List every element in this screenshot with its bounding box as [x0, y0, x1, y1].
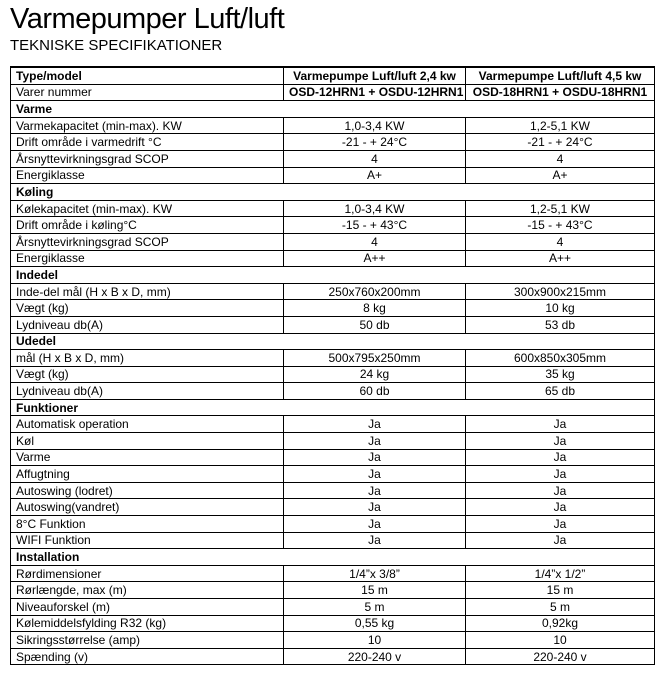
spec-row	[11, 449, 655, 466]
cell-value: Ja	[466, 449, 655, 466]
cell-value: Ja	[284, 516, 466, 533]
spec-row	[11, 200, 655, 217]
cell-value: Ja	[466, 433, 655, 450]
cell-value: 8 kg	[284, 300, 466, 317]
cell-value: 250x760x200mm	[284, 283, 466, 300]
section-row	[11, 333, 655, 350]
spec-row	[11, 499, 655, 516]
cell-value: Ja	[466, 416, 655, 433]
cell-value: 24 kg	[284, 366, 466, 383]
cell-value: 10 kg	[466, 300, 655, 317]
spec-row	[11, 117, 655, 134]
table-header-row	[11, 67, 655, 84]
cell-value: 50 db	[284, 316, 466, 333]
cell-value: 1,2-5,1 KW	[466, 200, 655, 217]
column-header-model-45kw: Varmepumpe Luft/luft 4,5 kw	[466, 67, 655, 84]
row-label: Årsnyttevirkningsgrad SCOP	[11, 233, 284, 250]
row-label: Kølemiddelsfylding R32 (kg)	[11, 615, 284, 632]
cell-value: Ja	[284, 466, 466, 483]
spec-table	[10, 66, 655, 665]
cell-value: 5 m	[466, 599, 655, 616]
row-label: Energiklasse	[11, 250, 284, 267]
row-label: Automatisk operation	[11, 416, 284, 433]
spec-row	[11, 582, 655, 599]
row-label: Sikringsstørrelse (amp)	[11, 632, 284, 649]
cell-value: Ja	[284, 482, 466, 499]
spec-row	[11, 433, 655, 450]
cell-value: OSD-18HRN1 + OSDU-18HRN1	[466, 84, 655, 101]
section-row	[11, 549, 655, 566]
spec-row	[11, 516, 655, 533]
row-label: Varer nummer	[11, 84, 284, 101]
row-label: WIFI Funktion	[11, 532, 284, 549]
cell-value: A++	[284, 250, 466, 267]
cell-value: 15 m	[284, 582, 466, 599]
row-label: Affugtning	[11, 466, 284, 483]
cell-value: OSD-12HRN1 + OSDU-12HRN1	[284, 84, 466, 101]
row-label: Rørlængde, max (m)	[11, 582, 284, 599]
cell-value: 0,55 kg	[284, 615, 466, 632]
cell-value: 1,2-5,1 KW	[466, 117, 655, 134]
page-subtitle: TEKNISKE SPECIFIKATIONER	[10, 37, 223, 54]
spec-row	[11, 134, 655, 151]
cell-value: 5 m	[284, 599, 466, 616]
spec-row	[11, 167, 655, 184]
row-label: Energiklasse	[11, 167, 284, 184]
row-label: Lydniveau db(A)	[11, 316, 284, 333]
cell-value: 4	[284, 233, 466, 250]
cell-value: 600x850x305mm	[466, 350, 655, 367]
row-label: Autoswing(vandret)	[11, 499, 284, 516]
spec-row	[11, 615, 655, 632]
cell-value: 220-240 v	[284, 648, 466, 665]
cell-value: 1,0-3,4 KW	[284, 117, 466, 134]
spec-row	[11, 250, 655, 267]
cell-value: 0,92kg	[466, 615, 655, 632]
spec-row	[11, 482, 655, 499]
cell-value: -15 - + 43°C	[284, 217, 466, 234]
cell-value: Ja	[466, 482, 655, 499]
row-label: Spænding (v)	[11, 648, 284, 665]
cell-value: 1/4”x 3/8”	[284, 565, 466, 582]
row-varer-nummer	[11, 84, 655, 101]
cell-value: Ja	[466, 499, 655, 516]
cell-value: Ja	[284, 499, 466, 516]
spec-row	[11, 217, 655, 234]
spec-row	[11, 350, 655, 367]
spec-row	[11, 383, 655, 400]
cell-value: 10	[466, 632, 655, 649]
row-label: Drift område i varmedrift °C	[11, 134, 284, 151]
spec-row	[11, 366, 655, 383]
cell-value: -21 - + 24°C	[466, 134, 655, 151]
row-label: Autoswing (lodret)	[11, 482, 284, 499]
section-header: Køling	[11, 184, 655, 201]
section-row	[11, 267, 655, 284]
cell-value: 15 m	[466, 582, 655, 599]
cell-value: Ja	[284, 532, 466, 549]
row-label: Inde-del mål (H x B x D, mm)	[11, 283, 284, 300]
column-header-model-24kw: Varmepumpe Luft/luft 2,4 kw	[284, 67, 466, 84]
column-header-type-model: Type/model	[11, 67, 284, 84]
row-label: Kølekapacitet (min-max). KW	[11, 200, 284, 217]
spec-row	[11, 648, 655, 665]
cell-value: Ja	[284, 449, 466, 466]
cell-value: 35 kg	[466, 366, 655, 383]
spec-row	[11, 599, 655, 616]
spec-row	[11, 565, 655, 582]
cell-value: 65 db	[466, 383, 655, 400]
section-header: Udedel	[11, 333, 655, 350]
cell-value: Ja	[466, 516, 655, 533]
cell-value: Ja	[466, 466, 655, 483]
spec-row	[11, 233, 655, 250]
cell-value: A+	[284, 167, 466, 184]
spec-row	[11, 466, 655, 483]
row-label: Køl	[11, 433, 284, 450]
cell-value: -15 - + 43°C	[466, 217, 655, 234]
section-row	[11, 399, 655, 416]
cell-value: Ja	[466, 532, 655, 549]
section-header: Indedel	[11, 267, 655, 284]
spec-row	[11, 283, 655, 300]
cell-value: 4	[284, 150, 466, 167]
cell-value: 1/4”x 1/2”	[466, 565, 655, 582]
row-label: Niveauforskel (m)	[11, 599, 284, 616]
spec-row	[11, 150, 655, 167]
section-header: Funktioner	[11, 399, 655, 416]
row-label: 8°C Funktion	[11, 516, 284, 533]
row-label: Vægt (kg)	[11, 366, 284, 383]
row-label: Varme	[11, 449, 284, 466]
cell-value: 1,0-3,4 KW	[284, 200, 466, 217]
cell-value: 53 db	[466, 316, 655, 333]
row-label: Lydniveau db(A)	[11, 383, 284, 400]
spec-row	[11, 416, 655, 433]
spec-row	[11, 316, 655, 333]
cell-value: Ja	[284, 416, 466, 433]
section-row	[11, 184, 655, 201]
spec-row	[11, 300, 655, 317]
section-header: Installation	[11, 549, 655, 566]
cell-value: A++	[466, 250, 655, 267]
row-label: Drift område i køling°C	[11, 217, 284, 234]
page-title: Varmepumper Luft/luft	[10, 3, 285, 35]
row-label: mål (H x B x D, mm)	[11, 350, 284, 367]
cell-value: -21 - + 24°C	[284, 134, 466, 151]
row-label: Rørdimensioner	[11, 565, 284, 582]
cell-value: 4	[466, 150, 655, 167]
spec-table-body	[11, 84, 655, 665]
row-label: Årsnyttevirkningsgrad SCOP	[11, 150, 284, 167]
cell-value: Ja	[284, 433, 466, 450]
section-header: Varme	[11, 101, 655, 118]
cell-value: A+	[466, 167, 655, 184]
cell-value: 4	[466, 233, 655, 250]
section-row	[11, 101, 655, 118]
cell-value: 300x900x215mm	[466, 283, 655, 300]
spec-row	[11, 632, 655, 649]
cell-value: 60 db	[284, 383, 466, 400]
cell-value: 220-240 v	[466, 648, 655, 665]
spec-row	[11, 532, 655, 549]
row-label: Varmekapacitet (min-max). KW	[11, 117, 284, 134]
cell-value: 500x795x250mm	[284, 350, 466, 367]
cell-value: 10	[284, 632, 466, 649]
row-label: Vægt (kg)	[11, 300, 284, 317]
